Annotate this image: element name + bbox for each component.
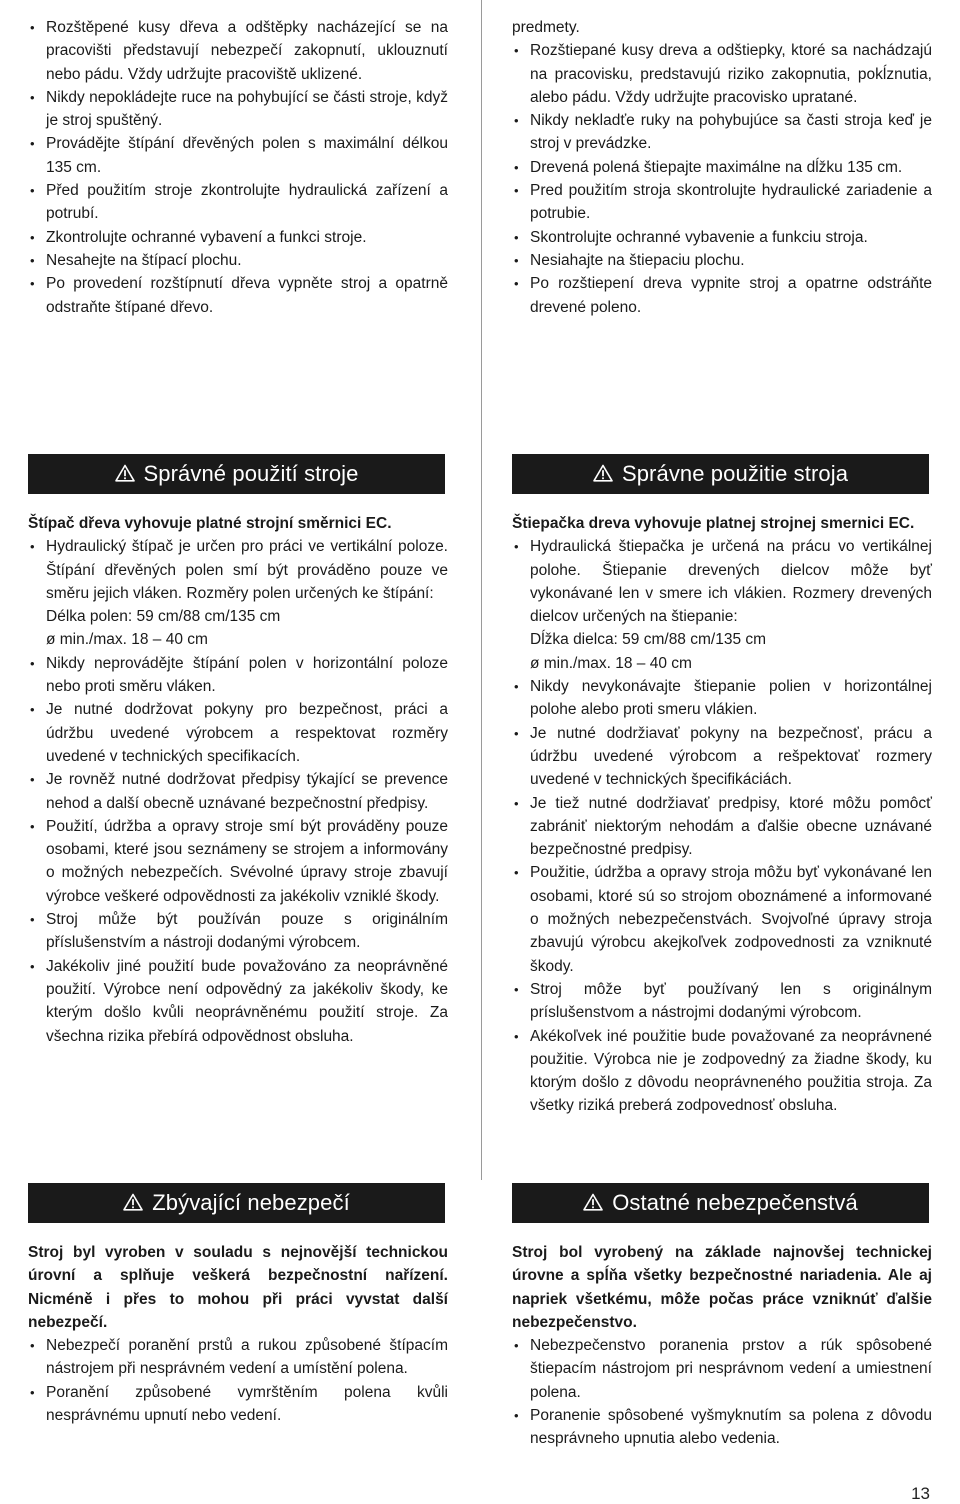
item-text: Hydraulický štípač je určen pro práci ve vertikální poloze. Štípání dřevěných polen smí být prováděno pouze ve směru jejich vláken. Rozměry polen určených ke štípání:	[46, 538, 448, 602]
list-item: • Nesiahajte na štiepaciu plochu.	[512, 249, 932, 272]
list-item: • Použitie, údržba a opravy stroja môžu byť vykonávané len osobami, ktoré sú so strojom oboznámené a informované o možných nebezpečenstvách. Svojvoľné úpravy stroja zbavujú výrobcu akejkoľvek zodpovednosti za vzniknuté škody.	[512, 861, 932, 977]
list-item: • Rozštěpené kusy dřeva a odštěpky nacházející se na pracovišti představují nebezpečí zakopnutí, uklouznutí nebo pádu. Vždy udržujte pracoviště uklizené.	[28, 16, 448, 86]
list-item: • Jakékoliv jiné použití bude považováno za neoprávněné použití. Výrobce není odpovědný za jakékoliv škody, ke kterým došlo kvůli neoprávněnému použití stroje. Za všechna rizika přebírá odpovědnost obsluha.	[28, 955, 448, 1048]
list-item: • Je rovněž nutné dodržovat předpisy týkající se prevence nehod a další obecně uznávané bezpečnostní předpisy.	[28, 768, 448, 815]
list-item: • Nikdy neprovádějte štípání polen v horizontální poloze nebo proti směru vláken.	[28, 652, 448, 699]
list-item: • Po rozštiepení dreva vypnite stroj a opatrne odstráňte drevené poleno.	[512, 272, 932, 319]
list-item: • Nesahejte na štípací plochu.	[28, 249, 448, 272]
list-item: • Skontrolujte ochranné vybavenie a funkciu stroja.	[512, 226, 932, 249]
list-item: • Použití, údržba a opravy stroje smí být prováděny pouze osobami, které jsou seznámeny se strojem a informovány o možných nebezpečích. Svévolné úpravy stroje zbavují výrobce veškeré odpovědnosti za jakékoliv vzniklé škody.	[28, 815, 448, 908]
residual-right-column	[512, 1241, 932, 1451]
list-item: • Poranění způsobené vymrštěním polena kvůli nesprávnému upnutí nebo vedení.	[28, 1381, 448, 1428]
usage-list-sk	[512, 535, 932, 1117]
residual-list-cz	[28, 1334, 448, 1427]
heading-text: Správné použití stroje	[143, 461, 359, 486]
heading-text: Zbývající nebezpečí	[152, 1190, 350, 1215]
list-item: • Před použitím stroje zkontrolujte hydraulická zařízení a potrubí.	[28, 179, 448, 226]
top-right-column	[512, 16, 932, 319]
residual-left-column	[28, 1241, 448, 1427]
list-item: • Po provedení rozštípnutí dřeva vypněte stroj a opatrně odstraňte štípané dřevo.	[28, 272, 448, 319]
list-item: • Je nutné dodržovat pokyny pro bezpečnost, práci a údržbu uvedené výrobcem a respektovat rozměry uvedené v technických specifikacích.	[28, 698, 448, 768]
list-item: • Je tiež nutné dodržiavať predpisy, ktoré môžu pomôcť zabrániť niektorým nehodám a ďalšie obecne uznávané bezpečnostné predpisy.	[512, 792, 932, 862]
list-item: • Stroj môže byť používaný len s originálnym príslušenstvom a nástrojmi dodanými výrobcom.	[512, 978, 932, 1025]
item-text: Hydraulická štiepačka je určená na prácu vo vertikálnej polohe. Štiepanie drevených dielcov môže byť vykonávané len v smere ich vlákien. Rozmery drevených dielcov určených na štiepanie:	[530, 538, 932, 626]
list-item: • Rozštiepané kusy dreva a odštiepky, ktoré sa nachádzajú na pracovisku, predstavujú riziko zakopnutia, pokĺznutia, alebo pádu. Vždy udržujte pracovisko upratané.	[512, 39, 932, 109]
safety-list-sk	[512, 39, 932, 319]
list-item: • Nikdy nekladťe ruky na pohybujúce sa časti stroja keď je stroj v prevádzke.	[512, 109, 932, 156]
list-item: • Pred použitím stroja skontrolujte hydraulické zariadenie a potrubie.	[512, 179, 932, 226]
list-item: • Nebezpečenstvo poranenia prstov a rúk spôsobené štiepacím nástrojom pri nesprávnom vedení a umiestnení polena.	[512, 1334, 932, 1404]
page-number: 13	[911, 1484, 930, 1503]
continuation-text: predmety.	[512, 19, 580, 36]
list-item: • Drevená polená štiepajte maximálne na dĺžku 135 cm.	[512, 156, 932, 179]
item-dimension-diameter: ø min./max. 18 – 40 cm	[530, 654, 692, 672]
usage-right-column	[512, 512, 932, 1118]
residual-list-sk	[512, 1334, 932, 1450]
warning-icon	[115, 464, 135, 482]
list-item: • Provádějte štípání dřevěných polen s maximální délkou 135 cm.	[28, 132, 448, 179]
safety-list-cz	[28, 16, 448, 319]
section-heading-residual-cz	[28, 1183, 445, 1223]
top-left-column	[28, 16, 448, 319]
lead-paragraph: Štípač dřeva vyhovuje platné strojní směrnici EC.	[28, 515, 392, 532]
list-item: • Zkontrolujte ochranné vybavení a funkci stroje.	[28, 226, 448, 249]
list-item: • Nikdy nevykonávajte štiepanie polien v horizontálnej polohe alebo proti smeru vlákien.	[512, 675, 932, 722]
warning-icon	[123, 1193, 143, 1211]
warning-icon	[593, 464, 613, 482]
heading-text: Ostatné nebezpečenstvá	[612, 1190, 858, 1215]
lead-paragraph: Stroj bol vyrobený na základe najnovšej technickej úrovne a spĺňa všetky bezpečnostné nariadenia. Ale aj napriek všetkému, môže počas práce vzniknúť ďalšie nebezpečenstvo.	[512, 1244, 932, 1331]
list-item: • Poranenie spôsobené vyšmyknutím sa polena z dôvodu nesprávneho upnutia alebo vedenia.	[512, 1404, 932, 1451]
item-dimension-length: Délka polen: 59 cm/88 cm/135 cm	[46, 608, 281, 626]
list-item	[28, 535, 448, 651]
list-item: • Nebezpečí poranění prstů a rukou způsobené štípacím nástrojem při nesprávném vedení a umístění polena.	[28, 1334, 448, 1381]
list-item	[512, 535, 932, 675]
list-item: • Stroj může být používán pouze s originálním příslušenstvím a nástroji dodanými výrobcem.	[28, 908, 448, 955]
lead-paragraph: Štiepačka dreva vyhovuje platnej strojnej smernici EC.	[512, 515, 915, 532]
section-heading-usage-cz	[28, 454, 445, 494]
lead-paragraph: Stroj byl vyroben v souladu s nejnovější technickou úrovní a splňuje veškerá bezpečnostní nařízení. Nicméně i přes to mohou při práci vyvstat další nebezpečí.	[28, 1244, 448, 1331]
usage-left-column	[28, 512, 448, 1048]
section-heading-usage-sk	[512, 454, 929, 494]
list-item: • Je nutné dodržiavať pokyny na bezpečnosť, prácu a údržbu uvedené výrobcom a rešpektovať rozmery uvedené v technických špecifikáciách.	[512, 722, 932, 792]
list-item: • Akékoľvek iné použitie bude považované za neoprávnené použitie. Výrobca nie je zodpovedný za žiadne škody, ku ktorým došlo z dôvodu neoprávneného použitia stroja. Za všetky riziká preberá zodpovednosť obsluha.	[512, 1025, 932, 1118]
heading-text: Správne použitie stroja	[621, 461, 849, 486]
item-dimension-diameter: ø min./max. 18 – 40 cm	[46, 631, 208, 649]
usage-list-cz	[28, 535, 448, 1048]
section-heading-residual-sk	[512, 1183, 929, 1223]
list-item: • Nikdy nepokládejte ruce na pohybující se části stroje, když je stroj spuštěný.	[28, 86, 448, 133]
column-divider	[481, 0, 482, 1180]
warning-icon	[583, 1193, 603, 1211]
item-dimension-length: Dĺžka dielca: 59 cm/88 cm/135 cm	[530, 631, 767, 649]
